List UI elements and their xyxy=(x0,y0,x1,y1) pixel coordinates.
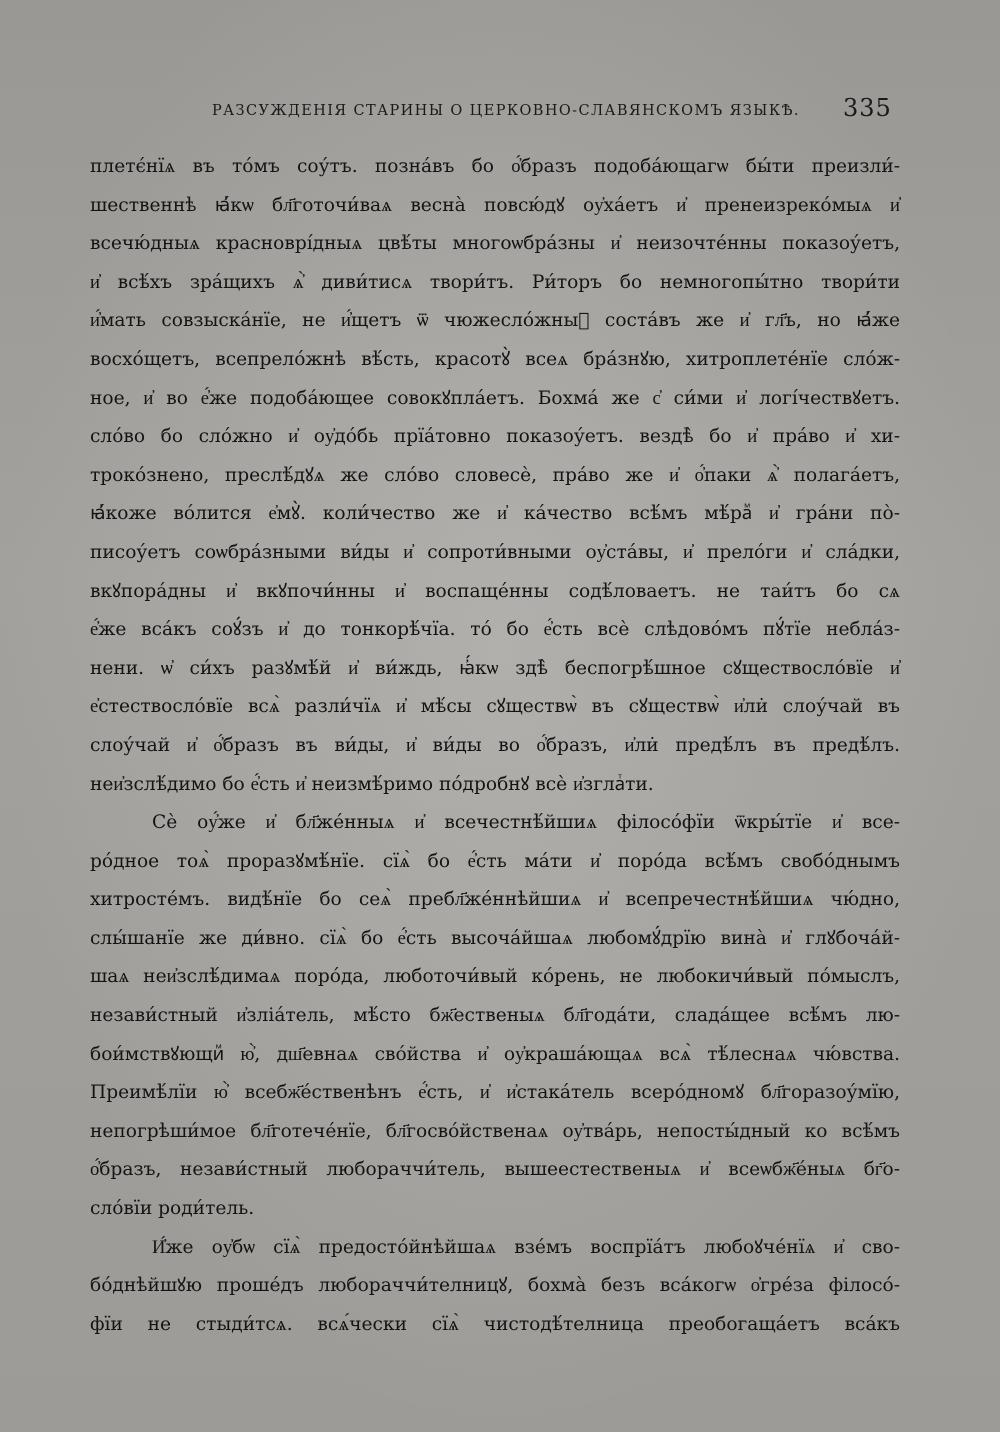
body-text xyxy=(90,148,900,1344)
text-line: плетє́нїѧ въ то́мъ соу́тъ. позна́въ бо о҆́бразъ подоба́ющагѡ бы́ти преизли́- xyxy=(90,156,900,177)
text-line: ро́дное тоѧ̀ проразꙋмѣ́нїе. сїѧ̀ бо е҆́сть ма́ти и҆ поро́да всѣ́мъ свобо́днымъ xyxy=(90,850,900,872)
text-line: непогрѣши́мое бл҃готече́нїе, бл҃госво́йственаѧ оу҆тва́рь, непосты́дный ко всѣ́мъ xyxy=(90,1120,900,1142)
paragraph xyxy=(90,148,900,804)
text-line: сло́во бо сло́жно и҆ оу҆до́бь прїа́товно показоу́етъ. вездѣ̀ бо и҆ пра́во и҆ хи- xyxy=(90,426,900,448)
text-line: незави́стный и҆зліа́тель, мѣ́сто бж҃ественыѧ бл҃года́ти, слада́щее всѣ́мъ лю- xyxy=(90,1005,900,1027)
text-line: ное, и҆ во е҆́же подоба́ющее совокꙋпла́етъ. Бохма́ же с҆ си́ми и҆ логі́чествꙋетъ. xyxy=(90,387,900,409)
text-line: троко́знено, преслѣ́дꙋѧ же сло́во словесѐ, пра́во же и҆ о҆́паки ѧ҆̀ полага́етъ, xyxy=(90,464,900,486)
text-line: хитросте́мъ. видѣ́нїе бо сеѧ̀ пребл҃же́ннѣйшиѧ и҆ всепречестнѣ́йшиѧ чю́дно, xyxy=(90,889,900,911)
text-line: ꙗ҆́коже во́лится е҆мꙋ̀. коли́чество же и҆ ка́чество всѣ́мъ мѣ́раⷨ и҆ гра́ни по̀- xyxy=(90,503,900,525)
running-title: РАЗСУЖДЕНІЯ СТАРИНЫ О ЦЕРКОВНО-СЛАВЯНСКОМЪ ЯЗЫКѢ. xyxy=(212,103,800,119)
text-line: о҆́бразъ, незави́стный любораччи́тель, вышеестественыѧ и҆ всеѡбж҃е́ныѧ бг҃о- xyxy=(90,1159,900,1181)
text-line: Преимѣ́лїи ю҆̀ всебж҃е́ственѣнъ е҆́сть, и҆ и҆стака́тель всеро́дномꙋ бл҃горазоу́мїю, xyxy=(90,1082,900,1104)
text-line: писоу́етъ соѡбра́зными ви́ды и҆ сопроти́вными оу҆ста́вы, и҆ прело́ги и҆ сла́дки, xyxy=(90,541,900,563)
text-line: е҆стествосло́вїе всѧ̀ разли́чїѧ и҆ мѣ́сы сꙋществѡ̀ въ сꙋществѡ̀ и҆ли̇ слоу́чай въ xyxy=(90,696,900,718)
text-line: неи҆зслѣ́димо бо е҆́сть и҆ неизмѣ́римо по́дробнꙋ всѐ и҆зглаⷮти. xyxy=(90,773,654,795)
text-line: и҆́мать совзыска́нїе, не и҆́щетъ ѿ чюжесло́жныⷯ соста́въ же и҆ гл҃ъ, но ꙗ҆́же xyxy=(90,310,900,332)
text-line: нени. ѡ҆ си́хъ разꙋмѣ́й и҆ ви́ждь, ꙗ҆́кѡ здѣ̀ беспогрѣ́шное сꙋществосло́вїе и҆ xyxy=(90,657,900,679)
text-line: е҆́же вса́къ соꙋ́зъ и҆ до тонкорѣ́чїа. то́ бо е҆́сть всѐ слѣдово́мъ пꙋ́тїе небла́з- xyxy=(90,619,900,641)
paragraph xyxy=(90,804,900,1229)
paragraph xyxy=(90,1229,900,1345)
text-line: Сѐ оу҆́же и҆ бл҃же́нныѧ и҆ всечестнѣ́йшиѧ філосо́фїи ѿкры́тїе и҆ все- xyxy=(152,812,900,834)
text-line: слы́шанїе же ди́вно. сїѧ̀ бо е҆́сть высоча́йшаѧ любомꙋ́дрїю вина̀ и҆ глꙋбоча́й- xyxy=(90,927,900,949)
text-line: шаѧ неи҆зслѣ́димаѧ поро́да, люботочи́вый ко́рень, не любокичи́вый по́мыслъ, xyxy=(90,966,900,988)
text-line: слоу́чай и҆ о҆́бразъ въ ви́ды, и҆ ви́ды во о҆́бразъ, и҆ли̇ предѣ́лъ въ предѣ́лъ. xyxy=(90,734,900,756)
page-number: 335 xyxy=(843,94,892,122)
text-line: сло́вїи роди́тель. xyxy=(90,1198,255,1220)
text-line: шественнѣ ꙗ҆́кѡ бл҃готочи́ваѧ весна̀ повсю́дꙋ оу҆ха́етъ и҆ пренеизреко́мыѧ и҆ xyxy=(90,194,900,216)
text-line: бо́днѣйшꙋю проше́дъ любораччи́телницꙋ, бохма̀ безъ вса́когѡ о҆гре́за філосо́- xyxy=(90,1275,900,1297)
text-line: бои́мствꙋющиⷨ ю҆̀, дш҃евнаѧ сво́йства и҆ оу҆краша́ющаѧ всѧ̀ тѣ́леснаѧ чю́вства. xyxy=(90,1043,900,1065)
text-line: и҆ всѣ́хъ зра́щихъ ѧ҆̀ диви́тисѧ твори́тъ. Ри́торъ бо немногопы́тно твори́ти xyxy=(90,271,900,293)
text-line: вкꙋпора́дны и҆ вкꙋпочи́нны и҆ воспаще́нны содѣ́ловаетъ. не таи́тъ бо сѧ xyxy=(90,580,900,602)
text-line: всечю́дныѧ красноврі́дныѧ цвѣ́ты многоѡбра́зны и҆ неизочте́нны показоу́етъ, xyxy=(90,233,900,255)
text-line: восхо́щетъ, всепрело́жнѣ вѣ́сть, красотꙋ̀ всеѧ бра́знꙋю, хитроплете́нїе сло́ж- xyxy=(90,348,900,370)
text-line: И҆́же оу҆бѡ сїѧ̀ предосто́йнѣйшаѧ взе́мъ воспрїа́тъ любоꙋче́нїѧ и҆ сво- xyxy=(152,1236,900,1258)
text-line: фїи не стыди́тсѧ. всѧ́чески сїѧ̀ чистодѣ́телница преобогаща́етъ вса́къ xyxy=(90,1313,900,1335)
